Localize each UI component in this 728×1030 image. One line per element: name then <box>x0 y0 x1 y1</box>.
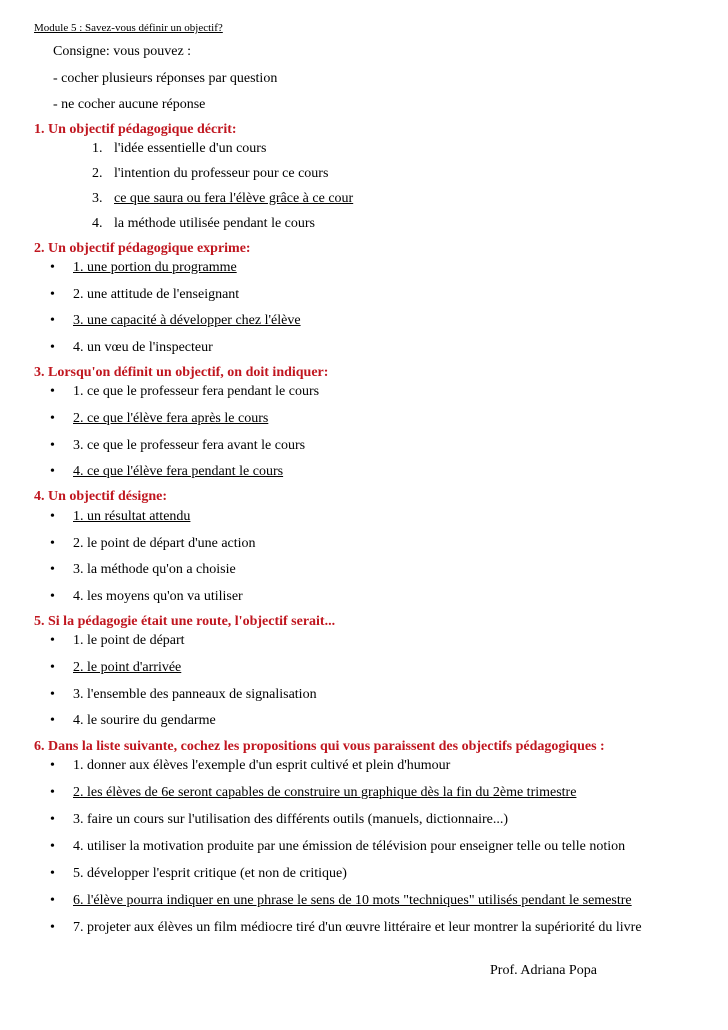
answer-item[interactable] <box>50 660 181 676</box>
answer-text: 1. une portion du programme <box>73 260 237 275</box>
bullet-icon: • <box>50 340 55 355</box>
answer-item[interactable] <box>50 287 239 303</box>
question-title: 2. Un objectif pédagogique exprime: <box>34 241 251 256</box>
bullet-icon: • <box>50 562 55 577</box>
bullet-icon: • <box>50 893 55 908</box>
answer-text: l'intention du professeur pour ce cours <box>114 166 329 181</box>
answer-text: 4. le sourire du gendarme <box>73 713 216 728</box>
answer-item[interactable] <box>50 839 625 855</box>
answer-item[interactable] <box>50 713 216 729</box>
answer-item[interactable] <box>50 589 243 605</box>
bullet-icon: • <box>50 260 55 275</box>
answer-text: 2. ce que l'élève fera après le cours <box>73 411 269 426</box>
bullet-icon: • <box>50 785 55 800</box>
answer-text: l'idée essentielle d'un cours <box>114 141 267 156</box>
bullet-icon: • <box>50 411 55 426</box>
answer-text: 2. une attitude de l'enseignant <box>73 287 240 302</box>
answer-item[interactable] <box>50 509 190 525</box>
bullet-icon: • <box>50 687 55 702</box>
answer-item[interactable]: 4. la méthode utilisée pendant le cours <box>92 216 315 231</box>
answer-item[interactable] <box>50 758 450 774</box>
answer-item[interactable]: 2. l'intention du professeur pour ce cours <box>92 166 329 181</box>
answer-text: 4. ce que l'élève fera pendant le cours <box>73 464 284 479</box>
bullet-icon: • <box>50 812 55 827</box>
bullet-icon: • <box>50 287 55 302</box>
answer-item[interactable] <box>50 633 185 649</box>
answer-text: 3. faire un cours sur l'utilisation des différents outils (manuels, dictionnaire...) <box>73 812 508 827</box>
answer-text: 2. les élèves de 6e seront capables de construire un graphique dès la fin du 2ème trimestre <box>73 785 577 800</box>
answer-text: 7. projeter aux élèves un film médiocre tiré d'un œuvre littéraire et leur montrer la supériorité du livre <box>73 920 642 935</box>
answer-text: 1. le point de départ <box>73 633 185 648</box>
answer-item[interactable] <box>50 438 305 454</box>
answer-item[interactable] <box>50 785 576 801</box>
module-header: Module 5 : Savez-vous définir un objectif? <box>34 22 223 34</box>
answer-text: 4. utiliser la motivation produite par une émission de télévision pour enseigner telle ou telle notion <box>73 839 626 854</box>
answer-item[interactable] <box>50 260 237 276</box>
instruction-line: - ne cocher aucune réponse <box>53 97 206 112</box>
answer-text: 1. un résultat attendu <box>73 509 191 524</box>
answer-item[interactable] <box>50 893 632 909</box>
bullet-icon: • <box>50 589 55 604</box>
answer-text: 3. l'ensemble des panneaux de signalisation <box>73 687 317 702</box>
answer-item[interactable] <box>50 562 236 578</box>
answer-item[interactable] <box>50 866 347 882</box>
instruction-line: Consigne: vous pouvez : <box>53 44 192 59</box>
question-title: 5. Si la pédagogie était une route, l'objectif serait... <box>34 614 336 629</box>
bullet-icon: • <box>50 313 55 328</box>
bullet-icon: • <box>50 713 55 728</box>
bullet-icon: • <box>50 920 55 935</box>
answer-text: 3. une capacité à développer chez l'élève <box>73 313 301 328</box>
answer-item[interactable] <box>50 536 256 552</box>
bullet-icon: • <box>50 633 55 648</box>
bullet-icon: • <box>50 839 55 854</box>
answer-text: 4. les moyens qu'on va utiliser <box>73 589 243 604</box>
answer-item[interactable] <box>50 313 301 329</box>
answer-text: 5. développer l'esprit critique (et non de critique) <box>73 866 347 881</box>
answer-item[interactable] <box>50 340 213 356</box>
bullet-icon: • <box>50 464 55 479</box>
answer-text: 3. la méthode qu'on a choisie <box>73 562 236 577</box>
answer-item[interactable] <box>50 464 283 480</box>
bullet-icon: • <box>50 866 55 881</box>
answer-text: 6. l'élève pourra indiquer en une phrase le sens de 10 mots "techniques" utilisés pendant le semestre <box>73 893 632 908</box>
bullet-icon: • <box>50 384 55 399</box>
question-title: 1. Un objectif pédagogique décrit: <box>34 122 237 137</box>
author-signature: Prof. Adriana Popa <box>490 963 597 978</box>
answer-text: la méthode utilisée pendant le cours <box>114 216 315 231</box>
answer-item[interactable] <box>50 812 508 828</box>
answer-text: 1. donner aux élèves l'exemple d'un esprit cultivé et plein d'humour <box>73 758 451 773</box>
answer-item[interactable] <box>50 411 268 427</box>
answer-text: 3. ce que le professeur fera avant le cours <box>73 438 306 453</box>
answer-text: 2. le point de départ d'une action <box>73 536 256 551</box>
answer-item[interactable] <box>50 920 642 936</box>
bullet-icon: • <box>50 758 55 773</box>
answer-item[interactable] <box>50 384 319 400</box>
answer-text: ce que saura ou fera l'élève grâce à ce cour <box>114 191 354 206</box>
answer-text: 1. ce que le professeur fera pendant le cours <box>73 384 320 399</box>
answer-text: 4. un vœu de l'inspecteur <box>73 340 213 355</box>
answer-item[interactable] <box>50 687 317 703</box>
question-title: 6. Dans la liste suivante, cochez les propositions qui vous paraissent des objectifs pédagogiques : <box>34 739 605 754</box>
question-title: 4. Un objectif désigne: <box>34 489 167 504</box>
bullet-icon: • <box>50 438 55 453</box>
answer-item[interactable]: 1. l'idée essentielle d'un cours <box>92 141 267 156</box>
instruction-line: - cocher plusieurs réponses par question <box>53 71 278 86</box>
bullet-icon: • <box>50 509 55 524</box>
bullet-icon: • <box>50 536 55 551</box>
bullet-icon: • <box>50 660 55 675</box>
answer-item[interactable]: 3. ce que saura ou fera l'élève grâce à ce cour <box>92 191 354 206</box>
answer-text: 2. le point d'arrivée <box>73 660 182 675</box>
question-title: 3. Lorsqu'on définit un objectif, on doit indiquer: <box>34 365 329 380</box>
